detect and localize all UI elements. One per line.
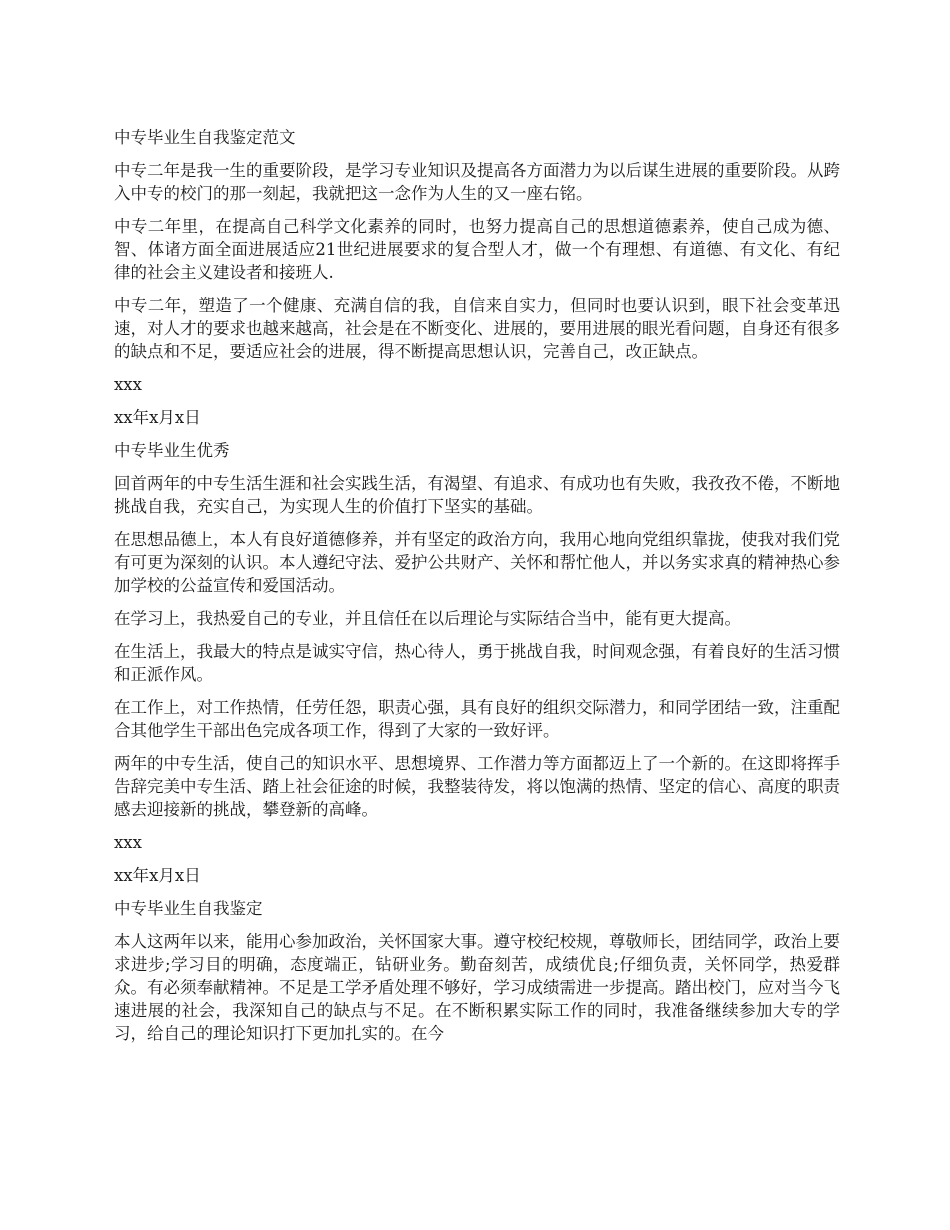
section-title: 中专毕业生优秀 bbox=[114, 441, 230, 460]
signature: xxx bbox=[114, 833, 142, 852]
signature: xxx bbox=[114, 375, 142, 394]
paragraph: 中专二年，塑造了一个健康、充满自信的我，自信来自实力，但同时也要认识到，眼下社会变革迅速，对人才的要求也越来越高，社会是在不断变化、进展的，要用进展的眼光看问题，自身还有很多的缺点和不足，要适应社会的进展，得不断提高思想认识，完善自己，改正缺点。 bbox=[114, 296, 840, 361]
paragraph: 中专二年里，在提高自己科学文化素养的同时，也努力提高自己的思想道德素养，使自己成为德、智、体诸方面全面进展适应21世纪进展要求的复合型人才，做一个有理想、有道德、有文化、有纪律的社会主义建设者和接班人. bbox=[114, 217, 840, 282]
paragraph: 在思想品德上，本人有良好道德修养，并有坚定的政治方向，我用心地向党组织靠拢，使我对我们党有可更为深刻的认识。本人遵纪守法、爱护公共财产、关怀和帮忙他人，并以务实求真的精神热心参加学校的公益宣传和爱国活动。 bbox=[114, 530, 840, 595]
document-page bbox=[114, 126, 840, 1055]
paragraph: 两年的中专生活，使自己的知识水平、思想境界、工作潜力等方面都迈上了一个新的。在这即将挥手告辞完美中专生活、踏上社会征途的时候，我整装待发，将以饱满的热情、坚定的信心、高度的职责感去迎接新的挑战，攀登新的高峰。 bbox=[114, 754, 840, 819]
date-line: xx年x月x日 bbox=[114, 408, 201, 427]
document-title: 中专毕业生自我鉴定范文 bbox=[114, 128, 296, 147]
paragraph: 在工作上，对工作热情，任劳任怨，职责心强，具有良好的组织交际潜力，和同学团结一致，注重配合其他学生干部出色完成各项工作，得到了大家的一致好评。 bbox=[114, 698, 840, 740]
paragraph: 在生活上，我最大的特点是诚实守信，热心待人，勇于挑战自我，时间观念强，有着良好的生活习惯和正派作风。 bbox=[114, 642, 840, 684]
paragraph: 在学习上，我热爱自己的专业，并且信任在以后理论与实际结合当中，能有更大提高。 bbox=[114, 609, 741, 628]
date-line: xx年x月x日 bbox=[114, 866, 201, 885]
paragraph: 中专二年是我一生的重要阶段，是学习专业知识及提高各方面潜力为以后谋生进展的重要阶段。从跨入中专的校门的那一刻起，我就把这一念作为人生的又一座右铭。 bbox=[114, 161, 840, 203]
paragraph: 本人这两年以来，能用心参加政治，关怀国家大事。遵守校纪校规，尊敬师长，团结同学，政治上要求进步;学习目的明确，态度端正，钻研业务。勤奋刻苦，成绩优良;仔细负责，关怀同学，热爱群众。有必须奉献精神。不足是工学矛盾处理不够好，学习成绩需进一步提高。踏出校门，应对当今飞速进展的社会，我深知自己的缺点与不足。在不断积累实际工作的同时，我准备继续参加大专的学习，给自己的理论知识打下更加扎实的。在今 bbox=[114, 932, 840, 1043]
section-title: 中专毕业生自我鉴定 bbox=[114, 899, 263, 918]
paragraph: 回首两年的中专生活生涯和社会实践生活，有渴望、有追求、有成功也有失败，我孜孜不倦，不断地挑战自我，充实自己，为实现人生的价值打下坚实的基础。 bbox=[114, 474, 840, 516]
